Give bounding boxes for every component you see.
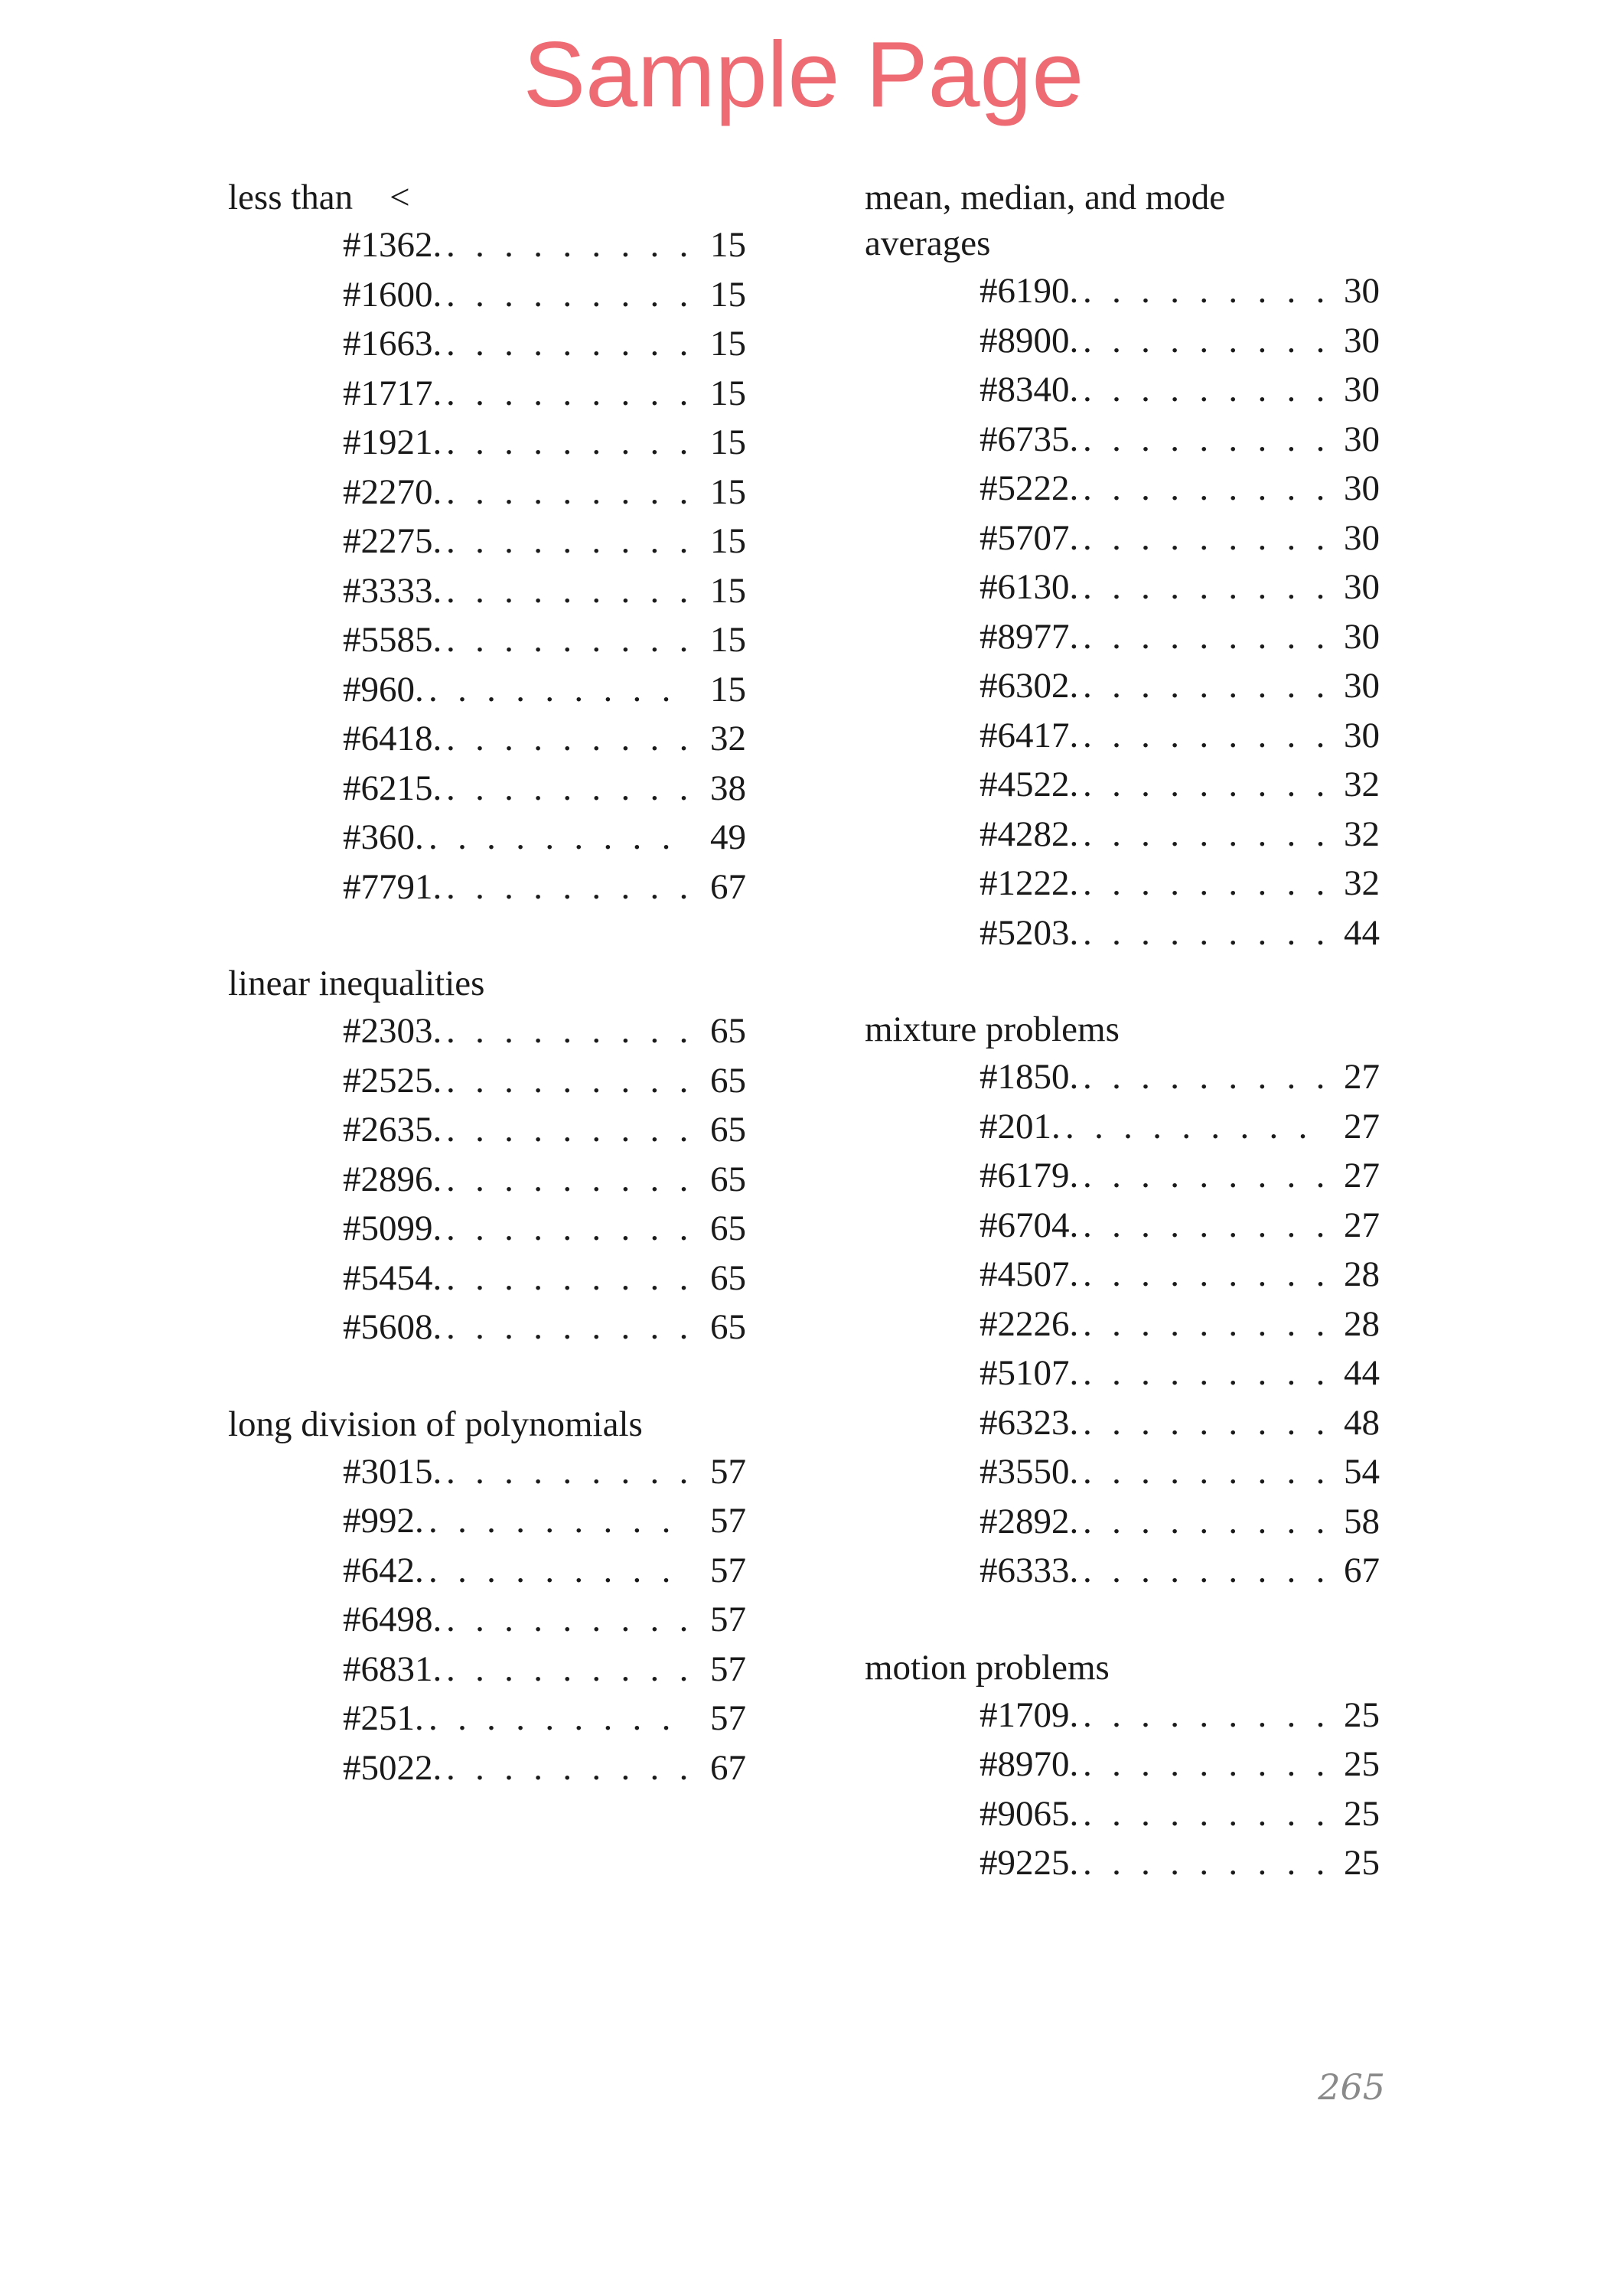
entry-number: #3550. <box>980 1452 1079 1492</box>
entry-number: #2896. <box>343 1159 442 1199</box>
entry-page: 25 <box>1344 1843 1380 1883</box>
index-entry <box>865 1102 1380 1152</box>
entry-number: #5585. <box>343 620 442 660</box>
page-number: 265 <box>1318 2066 1385 2108</box>
entry-page: 15 <box>710 620 746 660</box>
index-entry <box>228 615 746 665</box>
entry-page: 30 <box>1344 370 1380 409</box>
entry-number: #5454. <box>343 1257 442 1298</box>
entry-page: 57 <box>710 1451 746 1492</box>
dot-leader: . . . . . . . . . <box>1083 320 1332 360</box>
index-entry <box>865 415 1380 465</box>
index-entry <box>865 1740 1380 1789</box>
entry-page: 30 <box>1344 666 1380 706</box>
entry-number: #5203. <box>980 912 1079 953</box>
dot-leader: . . . . . . . . . <box>429 1550 677 1590</box>
entry-page: 65 <box>710 1159 746 1199</box>
dot-leader: . . . . . . . . . <box>1083 1303 1332 1344</box>
entry-number: #7791. <box>343 866 442 907</box>
index-heading-text: motion problems <box>865 1647 1110 1688</box>
entry-page: 15 <box>710 471 746 512</box>
entry-number: #5022. <box>343 1747 442 1788</box>
entry-number: #6302. <box>980 666 1079 706</box>
entry-number: #1362. <box>343 225 442 265</box>
index-entry <box>228 813 746 863</box>
entry-page: 32 <box>1344 814 1380 854</box>
dot-leader: . . . . . . . . . <box>446 1011 695 1051</box>
dot-leader: . . . . . . . . . <box>1083 765 1332 804</box>
entry-page: 15 <box>710 422 746 462</box>
entry-number: #3015. <box>343 1451 442 1492</box>
entry-page: 38 <box>710 768 746 808</box>
entry-page: 25 <box>1344 1694 1380 1735</box>
entry-page: 44 <box>1344 912 1380 953</box>
index-heading-text: linear inequalities <box>228 964 485 1003</box>
entry-number: #4507. <box>980 1254 1079 1294</box>
index-entry <box>865 1398 1380 1448</box>
entry-page: 32 <box>1344 863 1380 903</box>
entry-page: 57 <box>710 1550 746 1590</box>
entry-number: #6704. <box>980 1205 1079 1245</box>
dot-leader: . . . . . . . . . <box>1083 666 1332 706</box>
index-entry <box>228 764 746 814</box>
entry-page: 65 <box>710 1307 746 1347</box>
entry-page: 15 <box>710 225 746 265</box>
dot-leader: . . . . . . . . . <box>1083 1501 1332 1541</box>
dot-leader: . . . . . . . . . <box>446 422 695 462</box>
entry-number: #360. <box>343 817 424 857</box>
entry-page: 15 <box>710 373 746 413</box>
index-section <box>228 960 746 1352</box>
dot-leader: . . . . . . . . . <box>1083 271 1332 311</box>
dot-leader: . . . . . . . . . <box>446 1208 695 1248</box>
dot-leader: . . . . . . . . . <box>446 620 695 660</box>
index-entry <box>865 1052 1380 1102</box>
dot-leader: . . . . . . . . . <box>1083 863 1332 903</box>
index-heading-text: mean, median, and mode <box>865 178 1226 217</box>
entry-number: #992. <box>343 1501 424 1541</box>
entry-page: 15 <box>710 274 746 315</box>
entry-number: #201. <box>980 1106 1061 1146</box>
dot-leader: . . . . . . . . . <box>446 768 695 808</box>
index-entry <box>865 859 1380 908</box>
index-heading-symbol: < <box>390 178 410 217</box>
index-heading <box>865 1006 1380 1052</box>
index-entry <box>865 1447 1380 1497</box>
index-entry <box>228 1056 746 1106</box>
index-entry <box>228 517 746 566</box>
entry-number: #6418. <box>343 719 442 758</box>
index-entry <box>865 316 1380 366</box>
entry-number: #4522. <box>980 765 1079 804</box>
dot-leader: . . . . . . . . . <box>446 866 695 907</box>
entry-number: #642. <box>343 1550 424 1590</box>
dot-leader: . . . . . . . . . <box>446 719 695 758</box>
index-entry <box>865 1151 1380 1201</box>
entry-page: 15 <box>710 669 746 709</box>
entry-number: #9225. <box>980 1843 1079 1883</box>
entry-page: 57 <box>710 1501 746 1541</box>
index-entry <box>865 1497 1380 1547</box>
entry-page: 57 <box>710 1600 746 1639</box>
entry-number: #6190. <box>980 271 1079 311</box>
entry-page: 15 <box>710 570 746 611</box>
index-entry <box>228 1743 746 1793</box>
entry-number: #2525. <box>343 1060 442 1101</box>
index-entry <box>228 1694 746 1743</box>
dot-leader: . . . . . . . . . <box>446 1649 695 1689</box>
entry-page: 27 <box>1344 1156 1380 1195</box>
entry-number: #1222. <box>980 863 1079 903</box>
index-entry <box>228 1595 746 1645</box>
entry-number: #1663. <box>343 324 442 364</box>
index-entry <box>228 1155 746 1205</box>
entry-page: 27 <box>1344 1106 1380 1146</box>
dot-leader: . . . . . . . . . <box>1083 715 1332 755</box>
index-entry <box>865 1691 1380 1740</box>
dot-leader: . . . . . . . . . <box>446 324 695 364</box>
entry-number: #1850. <box>980 1057 1079 1097</box>
entry-page: 67 <box>710 1747 746 1788</box>
index-section <box>228 174 746 912</box>
dot-leader: . . . . . . . . . <box>429 817 677 857</box>
entry-number: #2303. <box>343 1011 442 1051</box>
dot-leader: . . . . . . . . . <box>1083 419 1332 459</box>
entry-page: 58 <box>1344 1501 1380 1541</box>
index-entry <box>865 760 1380 810</box>
dot-leader: . . . . . . . . . <box>446 471 695 512</box>
index-entry <box>865 563 1380 612</box>
sample-page-watermark: Sample Page <box>523 22 1084 126</box>
entry-page: 30 <box>1344 517 1380 558</box>
dot-leader: . . . . . . . . . <box>1083 517 1332 558</box>
entry-number: #6333. <box>980 1551 1079 1590</box>
index-entry <box>865 711 1380 761</box>
entry-page: 27 <box>1344 1205 1380 1245</box>
entry-page: 25 <box>1344 1744 1380 1784</box>
entry-page: 30 <box>1344 468 1380 508</box>
dot-leader: . . . . . . . . . <box>446 225 695 265</box>
entry-page: 65 <box>710 1011 746 1051</box>
entry-page: 67 <box>1344 1551 1380 1590</box>
index-entry <box>228 468 746 517</box>
index-entry <box>228 1105 746 1155</box>
index-heading-text: long division of polynomials <box>228 1404 643 1444</box>
index-entry <box>228 1645 746 1694</box>
entry-number: #960. <box>343 669 424 709</box>
dot-leader: . . . . . . . . . <box>446 1747 695 1788</box>
index-entry <box>228 369 746 419</box>
entry-page: 67 <box>710 866 746 907</box>
entry-number: #6417. <box>980 715 1079 755</box>
index-entry <box>865 1201 1380 1251</box>
entry-number: #8340. <box>980 370 1079 409</box>
entry-number: #8970. <box>980 1744 1079 1784</box>
entry-page: 57 <box>710 1698 746 1738</box>
dot-leader: . . . . . . . . . <box>1083 912 1332 953</box>
dot-leader: . . . . . . . . . <box>446 521 695 561</box>
dot-leader: . . . . . . . . . <box>1083 1057 1332 1097</box>
index-entry <box>228 220 746 270</box>
entry-number: #6215. <box>343 768 442 808</box>
dot-leader: . . . . . . . . . <box>1083 1744 1332 1784</box>
dot-leader: . . . . . . . . . <box>1083 1156 1332 1195</box>
entry-page: 28 <box>1344 1254 1380 1294</box>
index-entry <box>228 863 746 912</box>
dot-leader: . . . . . . . . . <box>1083 1402 1332 1443</box>
index-section <box>865 1006 1380 1596</box>
entry-number: #8900. <box>980 320 1079 360</box>
index-entry <box>865 1300 1380 1349</box>
dot-leader: . . . . . . . . . <box>1083 468 1332 508</box>
entry-page: 49 <box>710 817 746 857</box>
dot-leader: . . . . . . . . . <box>446 1257 695 1298</box>
entry-number: #6130. <box>980 567 1079 607</box>
index-entry <box>228 418 746 468</box>
entry-page: 54 <box>1344 1452 1380 1492</box>
dot-leader: . . . . . . . . . <box>1065 1106 1314 1146</box>
index-entry <box>865 1789 1380 1839</box>
index-entry <box>865 365 1380 415</box>
index-entry <box>865 612 1380 662</box>
entry-page: 30 <box>1344 715 1380 755</box>
entry-page: 30 <box>1344 271 1380 311</box>
entry-number: #6498. <box>343 1600 442 1639</box>
dot-leader: . . . . . . . . . <box>1083 1452 1332 1492</box>
entry-number: #5707. <box>980 517 1079 558</box>
index-entry <box>228 665 746 715</box>
index-subheading: averages <box>865 223 991 263</box>
index-heading <box>865 1645 1380 1691</box>
dot-leader: . . . . . . . . . <box>446 1600 695 1639</box>
dot-leader: . . . . . . . . . <box>429 1501 677 1541</box>
entry-number: #5222. <box>980 468 1079 508</box>
index-entry <box>865 810 1380 859</box>
dot-leader: . . . . . . . . . <box>1083 616 1332 657</box>
dot-leader: . . . . . . . . . <box>1083 567 1332 607</box>
entry-page: 25 <box>1344 1793 1380 1834</box>
index-entry <box>228 270 746 320</box>
dot-leader: . . . . . . . . . <box>1083 1353 1332 1393</box>
entry-number: #8977. <box>980 616 1079 657</box>
dot-leader: . . . . . . . . . <box>446 1060 695 1101</box>
entry-page: 32 <box>710 719 746 758</box>
entry-number: #2270. <box>343 471 442 512</box>
index-entry <box>228 1546 746 1596</box>
entry-page: 30 <box>1344 320 1380 360</box>
entry-page: 65 <box>710 1060 746 1101</box>
entry-number: #1709. <box>980 1694 1079 1735</box>
entry-page: 30 <box>1344 419 1380 459</box>
entry-number: #4282. <box>980 814 1079 854</box>
entry-page: 65 <box>710 1110 746 1150</box>
entry-number: #6831. <box>343 1649 442 1689</box>
index-entry <box>865 266 1380 316</box>
entry-number: #9065. <box>980 1793 1079 1834</box>
index-heading-text: mixture problems <box>865 1009 1120 1049</box>
entry-number: #1600. <box>343 274 442 315</box>
dot-leader: . . . . . . . . . <box>1083 370 1332 409</box>
index-entry <box>228 1496 746 1546</box>
entry-page: 15 <box>710 324 746 364</box>
dot-leader: . . . . . . . . . <box>429 669 677 709</box>
entry-number: #3333. <box>343 570 442 611</box>
index-section <box>228 1401 746 1793</box>
index-column-right <box>865 174 1380 1937</box>
entry-page: 65 <box>710 1257 746 1298</box>
entry-number: #5608. <box>343 1307 442 1347</box>
entry-number: #6323. <box>980 1402 1079 1443</box>
entry-number: #2275. <box>343 521 442 561</box>
index-column-left <box>228 174 746 1841</box>
entry-page: 28 <box>1344 1303 1380 1344</box>
dot-leader: . . . . . . . . . <box>1083 1793 1332 1834</box>
entry-number: #251. <box>343 1698 424 1738</box>
index-entry <box>228 319 746 369</box>
dot-leader: . . . . . . . . . <box>446 1451 695 1492</box>
index-entry <box>228 1254 746 1303</box>
index-entry <box>228 1303 746 1352</box>
index-heading <box>228 1401 746 1447</box>
index-heading-text: less than <box>228 178 354 217</box>
dot-leader: . . . . . . . . . <box>429 1698 677 1738</box>
index-entry <box>228 714 746 764</box>
entry-number: #1717. <box>343 373 442 413</box>
dot-leader: . . . . . . . . . <box>1083 814 1332 854</box>
index-entry <box>228 1447 746 1497</box>
entry-page: 48 <box>1344 1402 1380 1443</box>
dot-leader: . . . . . . . . . <box>446 570 695 611</box>
entry-page: 30 <box>1344 567 1380 607</box>
entry-page: 15 <box>710 521 746 561</box>
entry-page: 57 <box>710 1649 746 1689</box>
index-heading <box>865 174 1380 220</box>
dot-leader: . . . . . . . . . <box>446 1110 695 1150</box>
index-entry <box>865 908 1380 958</box>
entry-number: #2226. <box>980 1303 1079 1344</box>
entry-number: #2635. <box>343 1110 442 1150</box>
entry-page: 30 <box>1344 616 1380 657</box>
dot-leader: . . . . . . . . . <box>446 274 695 315</box>
index-entry <box>865 514 1380 563</box>
index-entry <box>865 661 1380 711</box>
index-entry <box>865 464 1380 514</box>
dot-leader: . . . . . . . . . <box>1083 1254 1332 1294</box>
index-entry <box>228 1006 746 1056</box>
dot-leader: . . . . . . . . . <box>1083 1694 1332 1735</box>
dot-leader: . . . . . . . . . <box>1083 1843 1332 1883</box>
entry-page: 65 <box>710 1208 746 1248</box>
entry-number: #5107. <box>980 1353 1079 1393</box>
dot-leader: . . . . . . . . . <box>446 1159 695 1199</box>
dot-leader: . . . . . . . . . <box>1083 1205 1332 1245</box>
entry-number: #5099. <box>343 1208 442 1248</box>
dot-leader: . . . . . . . . . <box>1083 1551 1332 1590</box>
entry-page: 27 <box>1344 1057 1380 1097</box>
index-entry <box>865 1349 1380 1398</box>
index-entry <box>865 1250 1380 1300</box>
index-entry <box>228 1204 746 1254</box>
index-section <box>865 174 1380 957</box>
index-heading <box>228 174 746 220</box>
index-heading <box>228 960 746 1006</box>
index-entry <box>865 1546 1380 1596</box>
index-entry <box>228 566 746 616</box>
dot-leader: . . . . . . . . . <box>446 1307 695 1347</box>
entry-number: #2892. <box>980 1501 1079 1541</box>
entry-number: #6179. <box>980 1156 1079 1195</box>
index-section <box>865 1645 1380 1888</box>
index-entry <box>865 1838 1380 1888</box>
entry-number: #1921. <box>343 422 442 462</box>
entry-page: 32 <box>1344 765 1380 804</box>
entry-page: 44 <box>1344 1353 1380 1393</box>
dot-leader: . . . . . . . . . <box>446 373 695 413</box>
entry-number: #6735. <box>980 419 1079 459</box>
